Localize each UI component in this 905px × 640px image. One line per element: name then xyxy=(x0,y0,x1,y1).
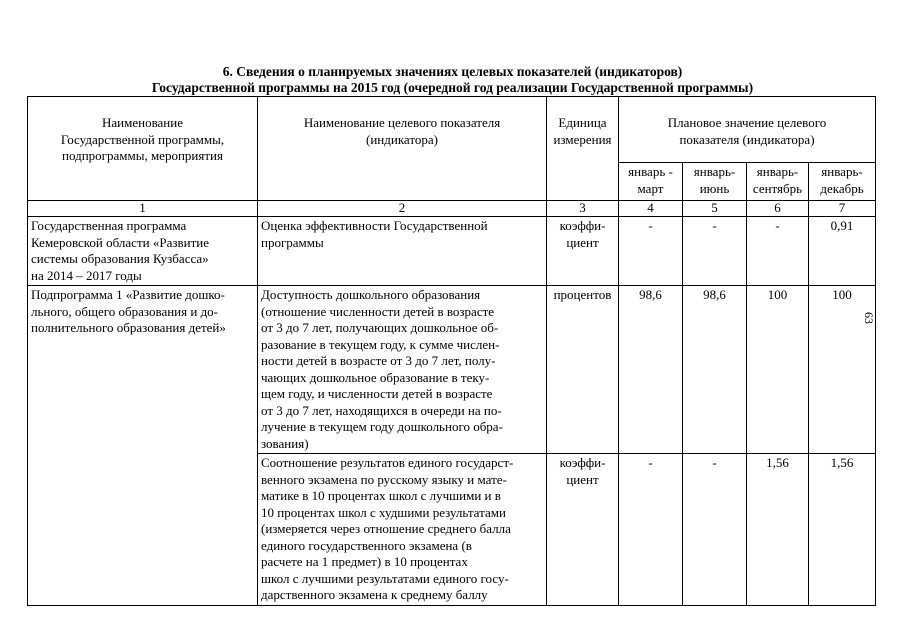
column-number-4: 4 xyxy=(619,201,683,217)
row-value-year: 1,56 xyxy=(809,454,876,606)
header-indicator: Наименование целевого показателя (индикатора) xyxy=(258,97,547,201)
column-number-6: 6 xyxy=(747,201,809,217)
row-value-q1: - xyxy=(619,454,683,606)
document-title-line-2: Государственной программы на 2015 год (очередной год реализации Государственной программы) xyxy=(151,80,754,95)
header-period-q1: январь - март xyxy=(619,163,683,201)
column-number-5: 5 xyxy=(683,201,747,217)
row-value-h1: 98,6 xyxy=(683,286,747,454)
row-value-h1: - xyxy=(683,454,747,606)
header-unit: Единица измерения xyxy=(547,97,619,201)
row-name: Подпрограмма 1 «Развитие дошко- льного, общего образования и до- полнительного образования детей» xyxy=(28,286,258,606)
header-period-9m: январь- сентябрь xyxy=(747,163,809,201)
header-period-h1: январь- июнь xyxy=(683,163,747,201)
row-value-9m: - xyxy=(747,217,809,286)
page-number: 63 xyxy=(862,312,876,324)
table-row xyxy=(28,217,876,286)
header-period-year: январь- декабрь xyxy=(809,163,876,201)
row-name: Государственная программа Кемеровской области «Развитие системы образования Кузбасса» на 2014 – 2017 годы xyxy=(28,217,258,286)
row-indicator: Соотношение результатов единого государст- венного экзамена по русскому языку и мате- матике в 10 процентах школ с лучшими и в 10 процентах школ с худшими результатами (измеряется через отношение среднего балла единого государственного экзамена (в расчете на 1 предмет) в 10 процентах школ с лучшими результатами единого госу- дарственного экзамена к среднему баллу xyxy=(258,454,547,606)
column-number-2: 2 xyxy=(258,201,547,217)
row-value-q1: - xyxy=(619,217,683,286)
table-row xyxy=(28,286,876,454)
row-unit: коэффи- циент xyxy=(547,454,619,606)
row-indicator: Доступность дошкольного образования (отношение численности детей в возрасте от 3 до 7 лет, получающих дошкольное об- разование в текущем году, к сумме числен- ности детей в возрасте от 3 до 7 лет, полу- чающих дошкольное образование в теку- щем году, и численности детей в возрасте от 3 до 7 лет, находящихся в очереди на по- лучение в текущем году дошкольного обра- зования) xyxy=(258,286,547,454)
indicators-table xyxy=(27,96,876,606)
row-value-year: 0,91 xyxy=(809,217,876,286)
column-number-7: 7 xyxy=(809,201,876,217)
row-value-9m: 1,56 xyxy=(747,454,809,606)
header-name: Наименование Государственной программы, подпрограммы, мероприятия xyxy=(28,97,258,201)
column-number-3: 3 xyxy=(547,201,619,217)
column-number-1: 1 xyxy=(28,201,258,217)
row-unit: коэффи- циент xyxy=(547,217,619,286)
row-value-q1: 98,6 xyxy=(619,286,683,454)
row-value-year: 100 xyxy=(809,286,876,454)
row-value-9m: 100 xyxy=(747,286,809,454)
document-title-line-1: 6. Сведения о планируемых значениях целевых показателей (индикаторов) xyxy=(222,64,683,79)
row-indicator: Оценка эффективности Государственной программы xyxy=(258,217,547,286)
header-planned-value: Плановое значение целевого показателя (индикатора) xyxy=(619,97,876,163)
row-value-h1: - xyxy=(683,217,747,286)
row-unit: процентов xyxy=(547,286,619,454)
